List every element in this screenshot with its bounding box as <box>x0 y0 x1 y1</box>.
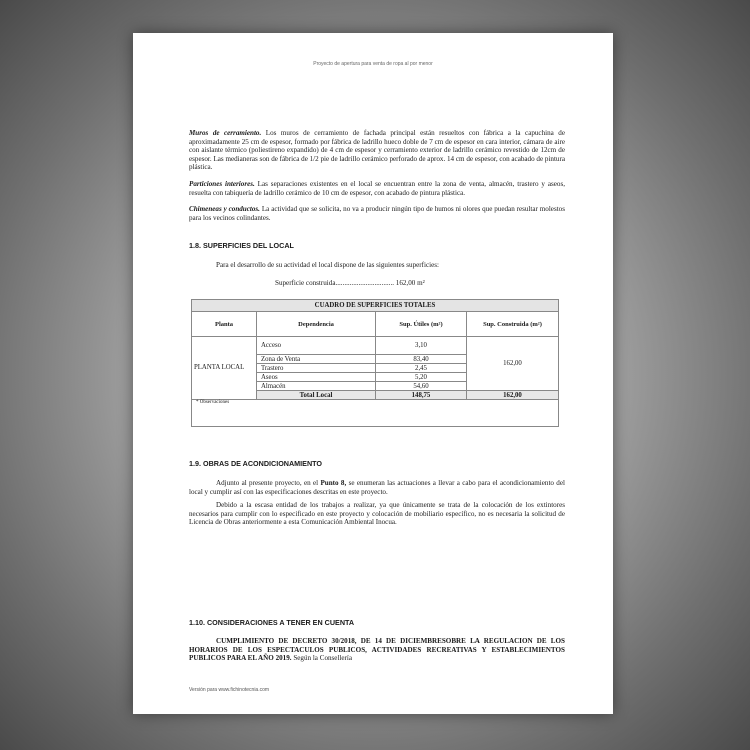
row-dep: Aseos <box>257 373 376 382</box>
row-dep: Acceso <box>257 337 376 355</box>
muros-paragraph <box>189 129 565 172</box>
header-dependencia: Dependencia <box>257 312 376 337</box>
total-util: 148,75 <box>376 391 467 400</box>
planta-cell: PLANTA LOCAL <box>192 337 257 400</box>
construida-cell: 162,00 <box>467 337 559 391</box>
section-1-10-body <box>189 637 565 663</box>
header-planta: Planta <box>192 312 257 337</box>
construida-line <box>275 279 425 287</box>
obras-paragraph-1 <box>189 479 565 496</box>
header-sup-utiles: Sup. Útiles (m²) <box>376 312 467 337</box>
row-util: 2,45 <box>376 364 467 373</box>
row-dep: Almacén <box>257 382 376 391</box>
total-construida: 162,00 <box>467 391 559 400</box>
obras-p1-end: se enumeran las actuaciones a llevar a cabo para el acondicionamiento del local y cumplir así con las especificaciones descritas en este proyecto. <box>189 479 565 496</box>
page-header: Proyecto de apertura para venta de ropa al por menor <box>313 61 433 67</box>
chimeneas-paragraph <box>189 205 565 222</box>
section-1-10-heading: 1.10. CONSIDERACIONES A TENER EN CUENTA <box>189 618 355 627</box>
row-util: 5,20 <box>376 373 467 382</box>
page-footer: Versión para www.fichinotecnia.com <box>189 687 270 693</box>
section-1-8-heading: 1.8. SUPERFICIES DEL LOCAL <box>189 241 294 250</box>
section-1-9-body <box>189 479 565 535</box>
particiones-text: Las separaciones existentes en el local se encuentran entre la zona de venta, almacén, trastero y aseos, resuelta con tabiquería de ladrillo cerámico de 10 cm de espesor, con acabado de pintura plástica. <box>189 179 565 197</box>
particiones-paragraph <box>189 180 565 197</box>
row-util: 54,60 <box>376 382 467 391</box>
muros-text: Los muros de cerramiento de fachada principal están resueltos con fábrica a la capuchina de aproximadamente 25 cm de espesor, formado por fábrica de ladrillo hueco doble de 7 cm de espesor en cara interior, cámara de aire con aislante térmico (poliestireno expandido) de 4 cm de espesor y cerramiento exterior de ladrillo cerámico revestido de 12cm de espesor. Las medianeras son de fábrica de 1/2 pie de ladrillo cerámico perforado de aprox. 14 cm de espesor, con acabado de pintura plástica. <box>189 129 565 172</box>
punto-8-ref: Punto 8, <box>320 479 347 487</box>
decreto-title: CUMPLIMIENTO DE DECRETO 30/2018, DE 14 DE DICIEMBRESOBRE LA REGULACION DE LOS HORARIOS DE LOS ESPECTACULOS PUBLICOS, ACTIVIDADES RECREATIVAS Y ESTABLECIMIENTOS PUBLICOS PARA EL AÑO 2019. <box>189 637 565 663</box>
document-page <box>133 33 613 714</box>
row-util: 3,10 <box>376 337 467 355</box>
section-1-8-intro: Para el desarrollo de su actividad el local dispone de las siguientes superficies: <box>216 261 439 269</box>
obras-p1-start: Adjunto al presente proyecto, en el <box>216 479 321 487</box>
decreto-paragraph <box>189 637 565 663</box>
decreto-rest: Según la Consellería <box>291 654 353 663</box>
construction-section <box>189 129 565 230</box>
header-sup-construida: Sup. Construida (m²) <box>467 312 559 337</box>
construida-value: 162,00 m² <box>395 279 425 287</box>
total-label: Total Local <box>257 391 376 400</box>
particiones-lead: Particiones interiores. <box>189 179 255 188</box>
table-title: CUADRO DE SUPERFICIES TOTALES <box>192 300 559 312</box>
construida-label: Superficie construida................................. <box>275 279 394 287</box>
chimeneas-lead: Chimeneas y conductos. <box>189 205 260 214</box>
muros-lead: Muros de cerramiento. <box>189 129 262 137</box>
section-1-9-heading: 1.9. OBRAS DE ACONDICIONAMIENTO <box>189 459 322 468</box>
superficies-table <box>191 299 559 427</box>
observaciones: * Observaciones <box>192 400 559 427</box>
row-dep: Zona de Venta <box>257 355 376 364</box>
chimeneas-text: La actividad que se solicita, no va a producir ningún tipo de humos ni olores que puedan resultar molestos para los vecinos colindantes. <box>189 205 565 222</box>
obras-paragraph-2: Debido a la escasa entidad de los trabajos a realizar, ya que únicamente se trata de la colocación de los extintores necesarios para cumplir con lo especificado en este proyecto y colocación de mobiliario específico, no es necesaria la solicitud de Licencia de Obras anteriormente a esta Comunicación Ambiental Inocua. <box>189 501 565 527</box>
row-util: 83,40 <box>376 355 467 364</box>
row-dep: Trastero <box>257 364 376 373</box>
